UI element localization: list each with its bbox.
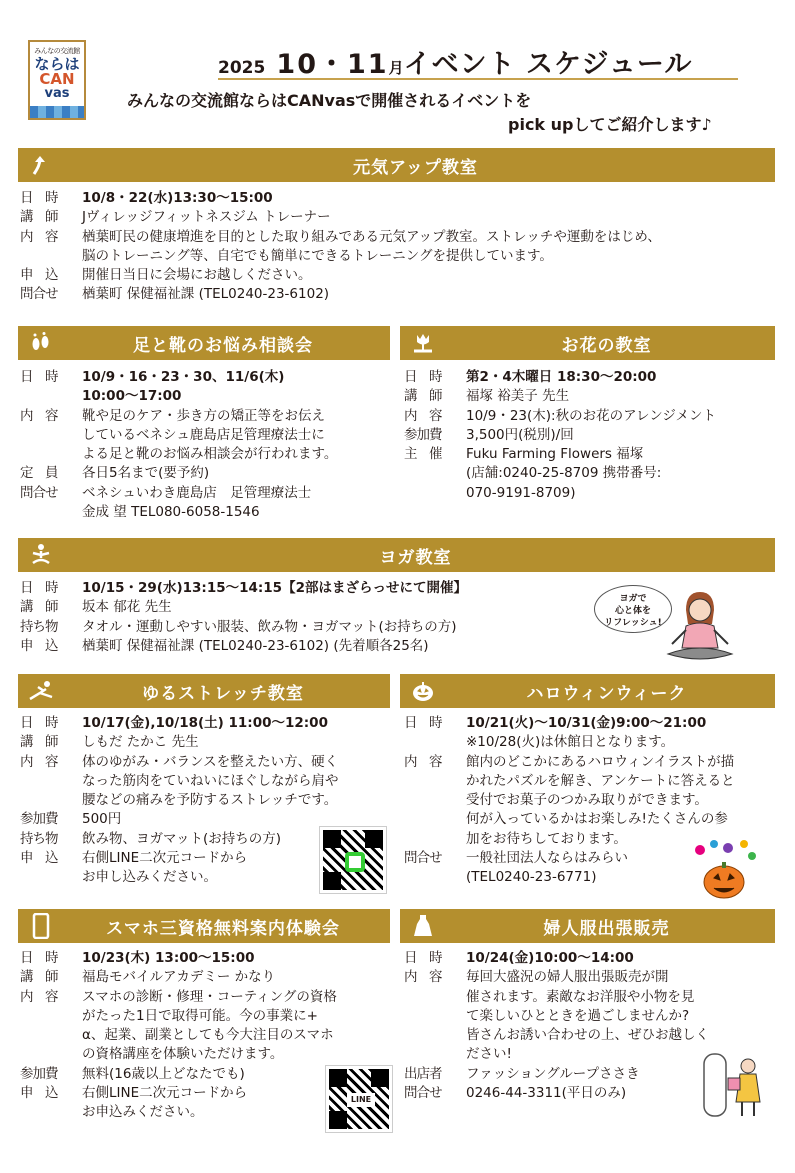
event-yoga <box>20 579 610 656</box>
event-row <box>20 445 392 464</box>
event-row-label: 日 時 <box>404 369 442 385</box>
event-row-label <box>404 988 466 1007</box>
event-row-value: 10:00〜17:00 <box>82 388 182 405</box>
event-row <box>20 266 775 285</box>
section-bar-stretch <box>18 674 390 708</box>
event-row-label: 講 師 <box>404 388 442 405</box>
event-row-value: て楽しいひとときを過ごしませんか? <box>466 1007 690 1024</box>
event-row-label: 内 容 <box>20 988 58 1005</box>
title-months: 10・11 <box>276 49 389 80</box>
event-row-label <box>404 830 466 849</box>
shopping-woman-illustration <box>698 1050 768 1120</box>
event-row-label <box>20 1026 82 1045</box>
section-bar-foot <box>18 326 390 360</box>
event-row-label <box>404 1007 466 1026</box>
event-row-label: 日 時 <box>20 950 58 966</box>
event-row-label <box>20 445 82 464</box>
event-row-value: の資格講座を体験いただけます。 <box>82 1046 284 1063</box>
event-row-label: 申 込 <box>20 850 58 867</box>
event-row <box>404 733 776 752</box>
event-row-value: 体のゆがみ・バランスを整えたい方、硬く <box>82 753 339 770</box>
event-row-label <box>20 247 82 266</box>
smartphone-icon <box>26 911 56 941</box>
logo-line3: vas <box>44 86 70 101</box>
arrow-up-icon <box>26 150 56 180</box>
event-row <box>20 387 392 406</box>
event-row <box>404 949 776 968</box>
event-row-value: 何が入っているかはお楽しみ!たくさんの参 <box>466 811 728 828</box>
event-row-label: 問合せ <box>20 286 58 303</box>
event-row-value: ファッショングループささき <box>466 1065 640 1082</box>
event-row-value: 毎回大盛況の婦人服出張販売が開 <box>466 969 669 986</box>
event-row <box>20 1007 400 1026</box>
event-row-label <box>404 733 466 752</box>
event-row-value: 10/9・16・23・30、11/6(木) <box>82 369 285 385</box>
section-title-smartphone: スマホ三資格無料案内体験会 <box>106 918 340 939</box>
event-row-label <box>404 810 466 829</box>
event-row <box>20 637 610 656</box>
section-bar-smartphone <box>18 909 390 943</box>
event-row-value: 飲み物、ヨガマット(お持ちの方) <box>82 830 281 847</box>
event-row-label: 内 容 <box>404 969 442 986</box>
event-row-value: 各日5名まで(要予約) <box>82 465 210 482</box>
halloween-candy-illustration <box>690 838 760 902</box>
section-bar-clothing <box>400 909 775 943</box>
yoga-woman-illustration <box>660 590 738 666</box>
event-row <box>404 791 776 810</box>
tulip-icon <box>408 328 438 358</box>
event-row-label: 参加費 <box>404 426 442 443</box>
event-row-value: 右側LINE二次元コードから <box>82 850 248 867</box>
section-bar-halloween <box>400 674 775 708</box>
event-row-value: よる足と靴のお悩み相談会が行われます。 <box>82 446 338 463</box>
event-row-value: 10/21(火)〜10/31(金)9:00〜21:00 <box>466 715 707 731</box>
event-row-value: 福島モバイルアカデミー かなり <box>82 969 276 986</box>
event-row <box>20 1045 400 1064</box>
event-row-value: なった筋肉をていねいにほぐしながら肩や <box>82 772 339 789</box>
bubble-line3: リフレッシュ! <box>604 618 662 628</box>
event-row-value: 10/24(金)10:00〜14:00 <box>466 950 634 966</box>
event-row-value: 靴や足のケア・歩き方の矯正等をお伝え <box>82 407 325 424</box>
event-row-value: Jヴィレッジフィットネスジム トレーナー <box>82 209 331 226</box>
event-row-label <box>404 464 466 483</box>
section-bar-flower <box>400 326 775 360</box>
event-row <box>20 189 775 208</box>
event-row-label: 出店者 <box>404 1065 442 1082</box>
event-row-value: 館内のどこかにあるハロウィンイラストが描 <box>466 753 735 770</box>
section-title-halloween: ハロウィンウィーク <box>526 683 687 704</box>
event-row <box>404 1026 776 1045</box>
event-row <box>20 228 775 247</box>
event-row-value: α、起業、副業としても今大注目のスマホ <box>82 1027 334 1044</box>
event-row-label <box>20 1045 82 1064</box>
event-row-label: 日 時 <box>404 950 442 966</box>
event-row-value: 楢葉町 保健福祉課 (TEL0240-23-6102) (先着順各25名) <box>82 637 429 654</box>
bubble-line2: 心と体を <box>614 606 651 616</box>
event-foot <box>20 368 392 522</box>
event-row <box>404 407 776 426</box>
event-row-label: 内 容 <box>404 407 442 424</box>
event-row-value: 開催日当日に会場にお越しください。 <box>82 267 312 284</box>
event-row-value: お申込みください。 <box>82 1104 204 1121</box>
event-row-value: しもだ たかこ 先生 <box>82 734 199 751</box>
event-row <box>20 247 775 266</box>
event-row <box>404 714 776 733</box>
event-row-value: 10/23(木) 13:00〜15:00 <box>82 950 255 966</box>
event-row <box>404 426 776 445</box>
event-row-label: 日 時 <box>20 369 58 385</box>
section-title-flower: お花の教室 <box>561 335 652 356</box>
event-row-label: 参加費 <box>20 1065 58 1082</box>
event-row-label: 持ち物 <box>20 618 58 635</box>
event-row <box>404 753 776 772</box>
event-row-label <box>20 387 82 406</box>
event-row-value: 腰などの痛みを予防するストレッチです。 <box>82 792 338 809</box>
event-row-value: ベネシュいわき鹿島店 足管理療法士 <box>82 484 312 501</box>
event-row <box>20 208 775 227</box>
event-row-label <box>404 1045 466 1064</box>
event-row-value: 無料(16歳以上どなたでも) <box>82 1065 245 1082</box>
pumpkin-icon <box>408 676 438 706</box>
event-genki <box>20 189 775 305</box>
event-row-value: 右側LINE二次元コードから <box>82 1085 248 1102</box>
event-row-value: かれたパズルを解き、アンケートに答えると <box>466 772 735 789</box>
event-row-label: 日 時 <box>20 190 58 206</box>
event-row-label: 講 師 <box>20 734 58 751</box>
event-row <box>20 426 392 445</box>
event-row-value: 楢葉町 保健福祉課 (TEL0240-23-6102) <box>82 286 330 303</box>
logo-wave <box>30 106 84 118</box>
event-row <box>20 285 775 304</box>
event-row-value: タオル・運動しやすい服装、飲み物・ヨガマット(お持ちの方) <box>82 618 457 635</box>
section-title-clothing: 婦人服出張販売 <box>543 918 670 939</box>
event-row <box>20 733 400 752</box>
event-row-label <box>20 1007 82 1026</box>
section-bar-genki <box>18 148 775 182</box>
page-title <box>218 42 738 80</box>
event-row-value: 070-9191-8709) <box>466 484 576 501</box>
event-row-label: 内 容 <box>404 753 442 770</box>
line-logo-icon <box>345 852 365 872</box>
event-row-value: 10/9・23(木):秋のお花のアレンジメント <box>466 407 716 424</box>
subtitle-line2: pick upしてご紹介します♪ <box>508 115 712 134</box>
event-row <box>20 503 392 522</box>
event-row-label: 講 師 <box>20 599 58 616</box>
section-title-foot: 足と靴のお悩み相談会 <box>133 335 313 356</box>
event-row <box>20 1026 400 1045</box>
event-row-value: 10/15・29(水)13:15〜14:15【2部はまざらっせにて開催】 <box>82 580 467 596</box>
event-row <box>20 484 392 503</box>
event-row <box>20 714 400 733</box>
event-row-label <box>20 791 82 810</box>
event-row <box>404 968 776 987</box>
event-row <box>20 464 392 483</box>
event-row <box>404 464 776 483</box>
footprints-icon <box>26 328 56 358</box>
event-row-label: 問合せ <box>404 1085 442 1102</box>
yoga-icon <box>26 540 56 570</box>
event-row-label: 申 込 <box>20 267 58 284</box>
event-row-label: 申 込 <box>20 1085 58 1102</box>
event-row <box>404 368 776 387</box>
event-row-value: 皆さんお誘い合わせの上、ぜひお越しく <box>466 1027 709 1044</box>
event-row-value: 脳のトレーニング等、自宅でも簡単にできるトレーニングを提供しています。 <box>82 247 553 264</box>
event-row <box>20 791 400 810</box>
event-row <box>20 407 392 426</box>
title-month-unit: 月 <box>388 59 404 77</box>
event-row-value: Fuku Farming Flowers 福塚 <box>466 446 644 463</box>
event-row-label <box>404 772 466 791</box>
event-row-value: 坂本 郁花 先生 <box>82 599 172 616</box>
section-title-stretch: ゆるストレッチ教室 <box>142 683 304 704</box>
canvas-logo <box>28 40 86 120</box>
event-row <box>404 484 776 503</box>
title-rest: イベント スケジュール <box>403 49 693 80</box>
event-row-value: 福塚 裕美子 先生 <box>466 388 570 405</box>
event-row-value: ださい! <box>466 1046 512 1063</box>
event-row-value: 楢葉町民の健康増進を目的とした取り組みである元気アップ教室。ストレッチや運動をはじめ、 <box>82 228 661 245</box>
event-row <box>20 772 400 791</box>
event-row-label <box>20 772 82 791</box>
event-row-value: ※10/28(火)は休館日となります。 <box>466 734 675 751</box>
event-row-label <box>404 1026 466 1045</box>
event-row-value: 500円 <box>82 811 122 828</box>
dress-icon <box>408 911 438 941</box>
event-row-label: 日 時 <box>20 715 58 731</box>
logo-line2: CAN <box>39 70 75 88</box>
event-row-label: 内 容 <box>20 228 58 245</box>
event-row <box>20 618 610 637</box>
event-row-value: 受付でお菓子のつかみ取りができます。 <box>466 792 708 809</box>
event-row <box>20 579 610 598</box>
event-row <box>404 445 776 464</box>
event-row <box>404 772 776 791</box>
event-row-value: 催されます。素敵なお洋服や小物を見 <box>466 988 695 1005</box>
title-year: 2025 <box>218 58 266 78</box>
event-row-value: スマホの診断・修理・コーティングの資格 <box>82 988 337 1005</box>
event-row-label <box>20 868 82 887</box>
stretch-icon <box>26 676 56 706</box>
event-row-value: お申し込みください。 <box>82 869 217 886</box>
event-row-label <box>404 791 466 810</box>
event-row-label <box>404 484 466 503</box>
event-flower <box>404 368 776 503</box>
subtitle-line1: みんなの交流館ならはCANvasで開催されるイベントを <box>127 91 532 110</box>
smartphone-line-qr-code[interactable] <box>326 1066 392 1132</box>
event-row-value: (店舗:0240-25-8709 携帯番号: <box>466 465 662 482</box>
event-row-label: 問合せ <box>404 850 442 867</box>
event-row-label: 主 催 <box>404 446 442 463</box>
event-row <box>404 988 776 1007</box>
bubble-line1: ヨガで <box>619 594 647 604</box>
event-row-label: 内 容 <box>20 407 58 424</box>
event-row-label: 内 容 <box>20 753 58 770</box>
event-row-value: がたった1日で取得可能。今の事業に+ <box>82 1007 318 1024</box>
event-row-value: (TEL0240-23-6771) <box>466 869 597 886</box>
event-row <box>20 598 610 617</box>
logo-small-text: みんなの交流館 <box>34 47 80 55</box>
event-row-label <box>404 868 466 887</box>
event-row-label <box>20 426 82 445</box>
event-row-value: 0246-44-3311(平日のみ) <box>466 1085 627 1102</box>
event-row-value: 一般社団法人ならはみらい <box>466 850 628 867</box>
section-bar-yoga <box>18 538 775 572</box>
event-row-label <box>20 1103 82 1122</box>
logo-line1: ならは <box>34 55 80 73</box>
event-row <box>20 368 392 387</box>
qr-line-text: LINE <box>347 1093 375 1107</box>
event-row <box>20 988 400 1007</box>
event-row <box>20 968 400 987</box>
event-row-value: 10/8・22(水)13:30〜15:00 <box>82 190 273 206</box>
stretch-line-qr-code[interactable] <box>320 827 386 893</box>
event-row-value: 3,500円(税別)/回 <box>466 426 574 443</box>
event-row-value: 加をお待ちしております。 <box>466 830 627 847</box>
event-row-label <box>20 503 82 522</box>
event-row-label: 参加費 <box>20 811 58 828</box>
event-row-label: 申 込 <box>20 637 58 654</box>
event-row <box>20 949 400 968</box>
event-row-label: 定 員 <box>20 465 58 482</box>
event-row-label: 講 師 <box>20 209 58 226</box>
section-title-genki: 元気アップ教室 <box>353 157 478 178</box>
event-row-label: 講 師 <box>20 969 58 986</box>
event-row <box>20 753 400 772</box>
event-row-value: 金成 望 TEL080-6058-1546 <box>82 504 260 521</box>
event-row-value: 10/17(金),10/18(土) 11:00〜12:00 <box>82 715 328 731</box>
event-row-label: 日 時 <box>404 715 442 731</box>
event-row-label: 持ち物 <box>20 830 58 847</box>
event-row <box>404 810 776 829</box>
event-row-label: 日 時 <box>20 580 58 596</box>
event-row <box>404 387 776 406</box>
event-row-label: 問合せ <box>20 484 58 501</box>
section-title-yoga: ヨガ教室 <box>379 547 452 568</box>
event-row-value: しているベネシュ鹿島店足管理療法士に <box>82 426 325 443</box>
event-row-value: 第2・4木曜日 18:30〜20:00 <box>466 369 657 385</box>
event-row <box>404 1007 776 1026</box>
